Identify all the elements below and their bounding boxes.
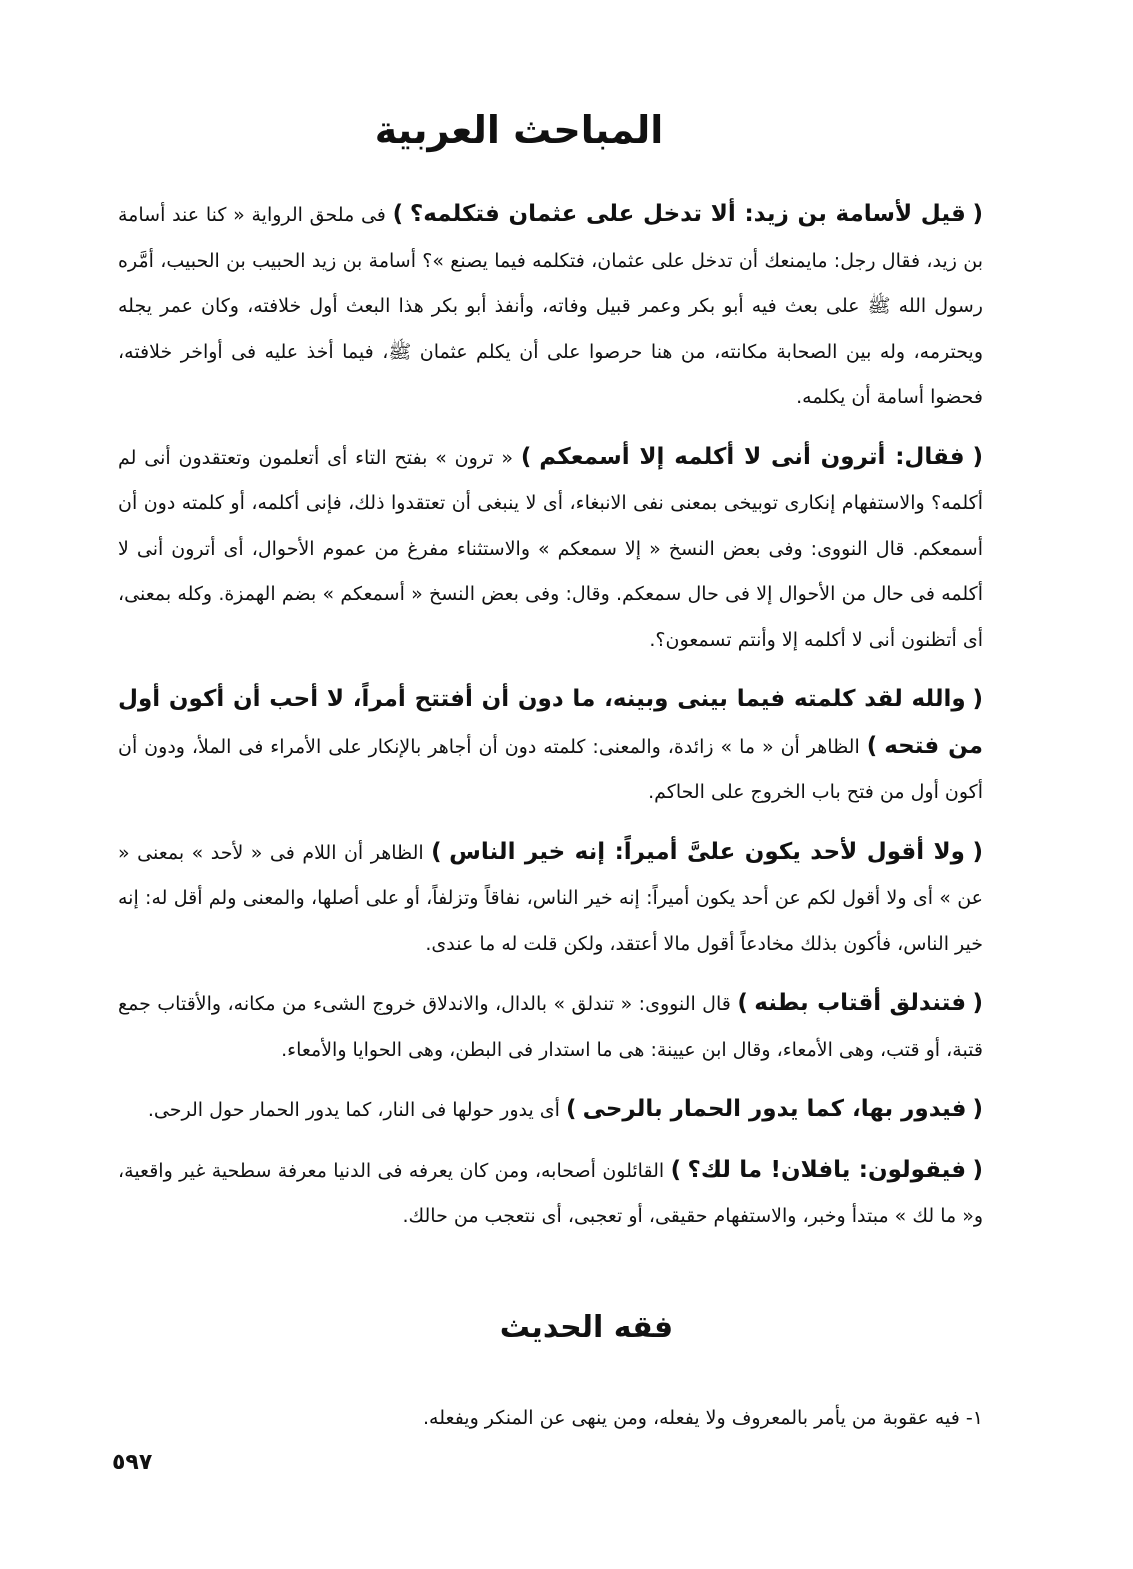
hadith-lemma: قيل لأسامة بن زيد: ألا تدخل على عثمان فتكلمه؟ [409, 201, 966, 227]
commentary-text: القائلون أصحابه، ومن كان يعرفه فى الدنيا معرفة سطحية غير واقعية، و« ما لك » مبتدأ وخبر، والاستفهام حقيقى، أو تعجبى، أى نتعجب من حالك. [118, 1159, 983, 1227]
hadith-lemma: ولا أقول لأحد يكون علىَّ أميراً: إنه خير الناس [449, 838, 965, 865]
commentary-text: « ترون » بفتح التاء أى أتعلمون وتعتقدون أنى لم أكلمه؟ والاستفهام إنكارى توبيخى بمعنى نفى الانبغاء، أى لا ينبغى أن تعتقدوا ذلك، فإنى أكلمه، أو كلمته دون أن أسمعكم. قال النووى: وفى بعض النسخ « إلا سمعكم » والاستثناء مفرغ من عموم الأحوال، أى أترون أنى لا أكلمه فى حال من الأحوال إلا فى حال سمعكم. وقال: وفى بعض النسخ « أسمعكم » بضم الهمزة. وكله بمعنى، أى أتظنون أنى لا أكلمه إلا وأنتم تسمعون؟. [118, 446, 983, 651]
close-bracket: ) [392, 201, 404, 227]
fiqh-list-item: ١- فيه عقوبة من يأمر بالمعروف ولا يفعله، ومن ينهى عن المنكر ويفعله. [423, 1407, 983, 1429]
close-bracket: ) [670, 1156, 682, 1183]
commentary-text: فى ملحق الرواية « كنا عند أسامة بن زيد، فقال رجل: مايمنعك أن تدخل على عثمان، فتكلمه فيما يصنع »؟ أسامة بن زيد الحبيب بن الحبيب، أمَّره رسول الله ﷺ على بعث فيه أبو بكر وعمر قبيل وفاته، وأنفذ أبو بكر هذا البعث أول خلافته، وكان عمر يجله ويحترمه، وله بين الصحابة مكانته، من هنا حرصوا على أن يكلم عثمان ﷺ، فيما أخذ عليه فى أواخر خلافته، فحضوا أسامة أن يكلمه. [118, 204, 983, 408]
commentary-paragraph [118, 981, 983, 1073]
commentary-paragraph [118, 1087, 983, 1134]
open-bracket: ( [972, 201, 984, 227]
close-bracket: ) [520, 443, 532, 470]
commentary-text: الظاهر أن « ما » زائدة، والمعنى: كلمته دون أن أجاهر بالإنكار على الأمراء فى الملأ، ودون أن أكون أول من فتح باب الخروج على الحاكم. [118, 735, 983, 803]
close-bracket: ) [737, 990, 748, 1016]
hadith-lemma: فتندلق أقتاب بطنه [754, 990, 967, 1016]
commentary-text: أى يدور حولها فى النار، كما يدور الحمار حول الرحى. [147, 1099, 560, 1121]
open-bracket: ( [972, 990, 984, 1016]
close-bracket: ) [431, 838, 442, 865]
open-bracket: ( [972, 1096, 983, 1122]
hadith-lemma: فيدور بها، كما يدور الحمار بالرحى [582, 1096, 967, 1122]
commentary-paragraph [118, 830, 983, 968]
hadith-lemma: فيقولون: يافلان! ما لك؟ [687, 1156, 967, 1183]
commentary-paragraph [118, 677, 983, 816]
commentary-body [118, 192, 983, 1254]
hadith-lemma: والله لقد كلمته فيما بينى وبينه، ما دون أن أفتتح أمراً، لا أحب أن أكون أول من فتحه [118, 686, 984, 759]
open-bracket: ( [972, 686, 983, 712]
close-bracket: ) [566, 1096, 577, 1122]
section-title: المباحث العربية [374, 108, 664, 152]
close-bracket: ) [866, 732, 878, 759]
fiqh-section-title: فقه الحديث [499, 1310, 674, 1345]
open-bracket: ( [972, 443, 983, 470]
open-bracket: ( [972, 1156, 983, 1183]
open-bracket: ( [972, 838, 983, 865]
commentary-paragraph [118, 192, 983, 421]
commentary-text: الظاهر أن اللام فى « لأحد » بمعنى « عن » أى ولا أقول لكم عن أحد يكون أميراً: إنه خير الناس، نفاقاً وتزلفاً، أو على أصلها، والمعنى ولم أقل له: إنه خير الناس، فأكون بذلك مخادعاً أقول مالا أعتقد، ولكن قلت له ما عندى. [118, 841, 983, 955]
hadith-lemma: فقال: أترون أنى لا أكلمه إلا أسمعكم [539, 443, 965, 470]
commentary-paragraph [118, 1148, 983, 1240]
commentary-text: قال النووى: « تندلق » بالدال، والاندلاق خروج الشىء من مكانه، والأقتاب جمع قتبة، أو قتب، وهى الأمعاء، وقال ابن عيينة: هى ما استدار فى البطن، وهى الحوايا والأمعاء. [118, 993, 983, 1061]
commentary-paragraph [118, 435, 983, 664]
page-number: ٥٩٧ [112, 1450, 153, 1475]
